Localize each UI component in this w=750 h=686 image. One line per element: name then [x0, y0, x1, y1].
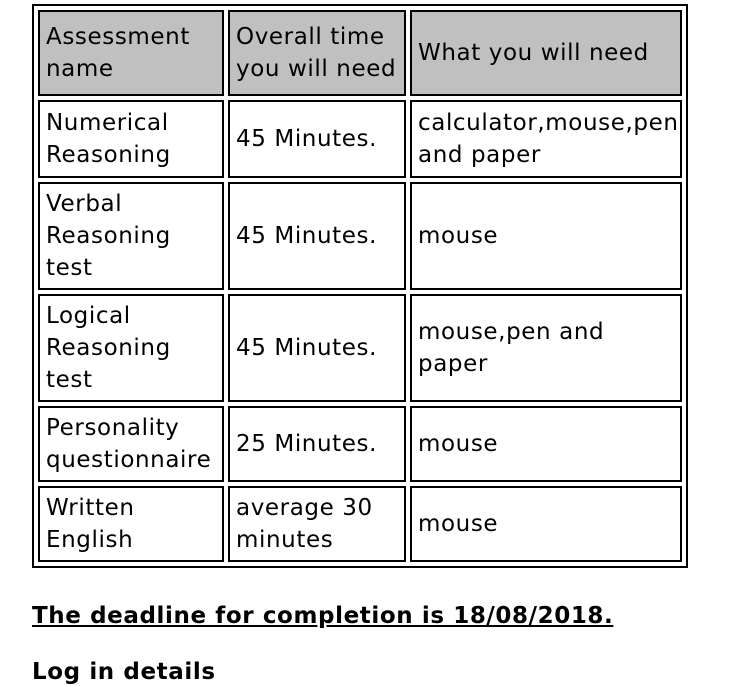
deadline-notice: The deadline for completion is 18/08/2018. [32, 603, 614, 629]
cell-assessment-name: Numerical Reasoning [38, 100, 224, 178]
table-row [38, 406, 682, 482]
table-row [38, 100, 682, 178]
cell-what-you-need: mouse [410, 406, 682, 482]
table-row [38, 182, 682, 290]
cell-assessment-name: Personality questionnaire [38, 406, 224, 482]
cell-assessment-name: Verbal Reasoning test [38, 182, 224, 290]
cell-assessment-name: Written English [38, 486, 224, 562]
cell-what-you-need: mouse,pen and paper [410, 294, 682, 402]
assessment-table [32, 4, 688, 568]
header-overall-time: Overall time you will need [228, 10, 406, 96]
cell-what-you-need: mouse [410, 486, 682, 562]
table-row [38, 294, 682, 402]
header-assessment-name: Assessment name [38, 10, 224, 96]
cell-overall-time: 45 Minutes. [228, 100, 406, 178]
login-details-heading: Log in details [32, 659, 216, 685]
cell-overall-time: 45 Minutes. [228, 294, 406, 402]
cell-what-you-need: calculator,mouse,pen and paper [410, 100, 682, 178]
cell-overall-time: 45 Minutes. [228, 182, 406, 290]
cell-what-you-need: mouse [410, 182, 682, 290]
cell-overall-time: 25 Minutes. [228, 406, 406, 482]
cell-overall-time: average 30 minutes [228, 486, 406, 562]
cell-assessment-name: Logical Reasoning test [38, 294, 224, 402]
table-header-row [38, 10, 682, 96]
header-what-you-need: What you will need [410, 10, 682, 96]
table-row [38, 486, 682, 562]
